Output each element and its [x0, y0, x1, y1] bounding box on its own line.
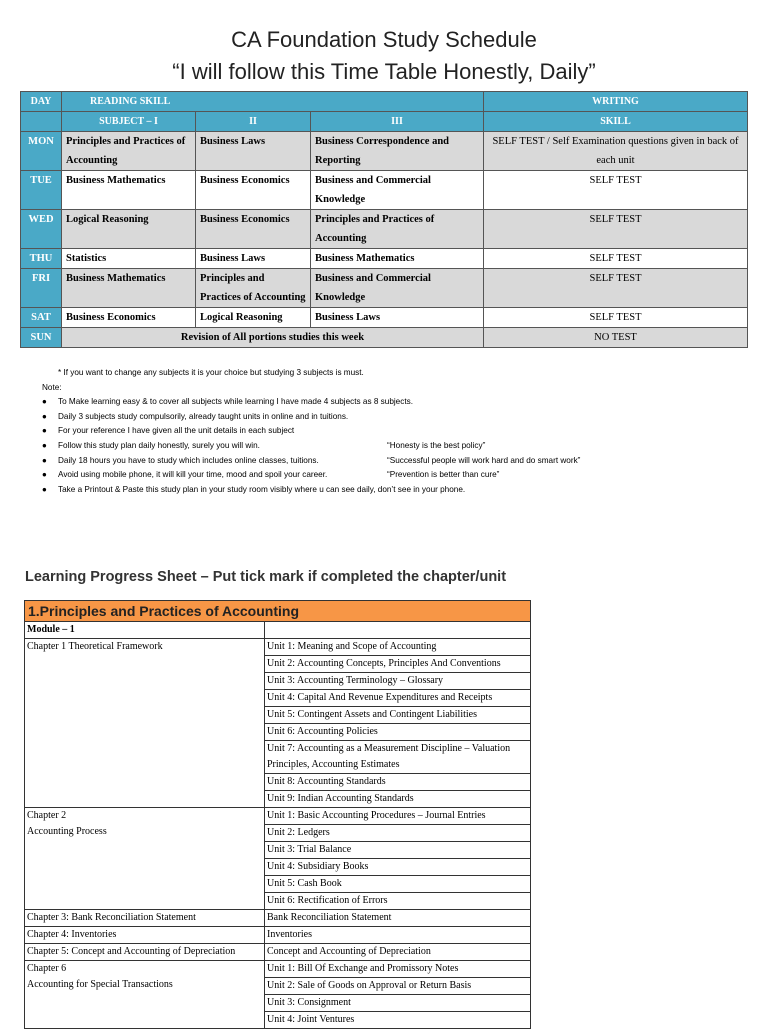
- unit-cell[interactable]: Inventories: [265, 927, 531, 944]
- writing-cell: SELF TEST: [484, 308, 748, 328]
- unit-cell[interactable]: Unit 6: Accounting Policies: [265, 724, 531, 741]
- note-quote: “Honesty is the best policy”: [387, 440, 486, 450]
- writing-cell: SELF TEST / Self Examination questions given in back of each unit: [484, 132, 748, 171]
- unit-cell[interactable]: Unit 4: Capital And Revenue Expenditures and Receipts: [265, 690, 531, 707]
- writing-cell: SELF TEST: [484, 171, 748, 210]
- subject-2-cell: Business Economics: [196, 171, 311, 210]
- chapter-cell: Chapter 3: Bank Reconciliation Statement: [25, 910, 265, 927]
- subject-1-cell: Business Mathematics: [62, 171, 196, 210]
- note-quote: “Successful people will work hard and do smart work”: [387, 455, 581, 465]
- subject-1-cell: Business Economics: [62, 308, 196, 328]
- unit-cell[interactable]: Unit 2: Accounting Concepts, Principles And Conventions: [265, 656, 531, 673]
- unit-cell[interactable]: Unit 3: Consignment: [265, 995, 531, 1012]
- day-cell: MON: [21, 132, 62, 171]
- unit-row: [25, 910, 531, 927]
- chapter-cell: Chapter 1 Theoretical Framework: [25, 639, 265, 808]
- subject-3-cell: Business Mathematics: [311, 249, 484, 269]
- unit-row: [25, 808, 531, 825]
- unit-cell[interactable]: Unit 9: Indian Accounting Standards: [265, 791, 531, 808]
- page-subtitle: “I will follow this Time Table Honestly, Daily”: [172, 59, 596, 84]
- notes-star-line: * If you want to change any subjects it is your choice but studying 3 subjects is must.: [58, 368, 364, 377]
- schedule-row-sun: [21, 328, 748, 348]
- schedule-header-row-2: [21, 112, 748, 132]
- note-item: ● Take a Printout & Paste this study plan in your study room visibly where u can see daily, don’t see in your phone.: [42, 484, 466, 494]
- subject-1-cell: Logical Reasoning: [62, 210, 196, 249]
- section-header-row: [25, 601, 531, 622]
- schedule-row-tue: [21, 171, 748, 210]
- day-cell: WED: [21, 210, 62, 249]
- header-reading-skill: READING SKILL: [62, 92, 484, 112]
- subject-3-cell: Business Laws: [311, 308, 484, 328]
- section-title: 1.Principles and Practices of Accounting: [25, 601, 531, 622]
- header-subject-3: III: [311, 112, 484, 132]
- subject-2-cell: Business Economics: [196, 210, 311, 249]
- note-item: ● Avoid using mobile phone, it will kill your time, mood and spoil your career. “Prevention is better than cure”: [42, 468, 742, 483]
- chapter-cell: [25, 961, 265, 1029]
- schedule-row-sat: [21, 308, 748, 328]
- day-cell: THU: [21, 249, 62, 269]
- unit-cell[interactable]: Unit 1: Meaning and Scope of Accounting: [265, 639, 531, 656]
- day-cell: TUE: [21, 171, 62, 210]
- chapter-name: Accounting Process: [27, 826, 107, 837]
- unit-row: [25, 961, 531, 978]
- subject-2-cell: Logical Reasoning: [196, 308, 311, 328]
- header-subject-1: SUBJECT – I: [62, 112, 196, 132]
- page-title: CA Foundation Study Schedule: [231, 27, 537, 52]
- unit-cell[interactable]: Unit 8: Accounting Standards: [265, 774, 531, 791]
- subject-1-cell: Statistics: [62, 249, 196, 269]
- unit-cell[interactable]: Unit 1: Bill Of Exchange and Promissory Notes: [265, 961, 531, 978]
- note-quote: “Prevention is better than cure”: [387, 470, 500, 480]
- note-item: ● Daily 3 subjects study compulsorily, already taught units in online and in tuitions.: [42, 411, 349, 421]
- notes-section: [42, 366, 742, 497]
- writing-cell: NO TEST: [484, 328, 748, 348]
- day-cell: FRI: [21, 269, 62, 308]
- subject-2-cell: Business Laws: [196, 132, 311, 171]
- writing-cell: SELF TEST: [484, 249, 748, 269]
- chapter-name: Accounting for Special Transactions: [27, 979, 173, 990]
- unit-cell[interactable]: Unit 4: Joint Ventures: [265, 1012, 531, 1029]
- writing-cell: SELF TEST: [484, 269, 748, 308]
- unit-row: [25, 639, 531, 656]
- day-cell: SAT: [21, 308, 62, 328]
- subject-3-cell: Business and Commercial Knowledge: [311, 171, 484, 210]
- chapter-cell: Chapter 4: Inventories: [25, 927, 265, 944]
- header-subject-2: II: [196, 112, 311, 132]
- module-row: [25, 622, 531, 639]
- day-cell: SUN: [21, 328, 62, 348]
- header-skill: SKILL: [484, 112, 748, 132]
- writing-cell: SELF TEST: [484, 210, 748, 249]
- schedule-row-wed: [21, 210, 748, 249]
- module-blank: [265, 622, 531, 639]
- schedule-table: [20, 91, 748, 348]
- subject-1-cell: Business Mathematics: [62, 269, 196, 308]
- subject-3-cell: Business Correspondence and Reporting: [311, 132, 484, 171]
- header-blank: [21, 112, 62, 132]
- unit-cell[interactable]: Unit 4: Subsidiary Books: [265, 859, 531, 876]
- unit-cell[interactable]: Bank Reconciliation Statement: [265, 910, 531, 927]
- note-item: ● To Make learning easy & to cover all subjects while learning I have made 4 subjects as 8 subjects.: [42, 397, 413, 407]
- unit-cell[interactable]: Concept and Accounting of Depreciation: [265, 944, 531, 961]
- unit-cell[interactable]: Unit 3: Trial Balance: [265, 842, 531, 859]
- revision-cell: Revision of All portions studies this week: [62, 328, 484, 348]
- module-label: Module – 1: [25, 622, 265, 639]
- chapter-number: Chapter 6: [27, 963, 67, 974]
- chapter-number: Chapter 2: [27, 810, 67, 821]
- note-item: ● For your reference I have given all the unit details in each subject: [42, 426, 295, 436]
- header-writing: WRITING: [484, 92, 748, 112]
- unit-cell[interactable]: Unit 7: Accounting as a Measurement Discipline – Valuation Principles, Accounting Estimates: [265, 741, 531, 774]
- subject-1-cell: Principles and Practices of Accounting: [62, 132, 196, 171]
- subject-3-cell: Business and Commercial Knowledge: [311, 269, 484, 308]
- unit-cell[interactable]: Unit 2: Ledgers: [265, 825, 531, 842]
- schedule-row-mon: [21, 132, 748, 171]
- unit-row: [25, 927, 531, 944]
- unit-row: [25, 944, 531, 961]
- subject-2-cell: Business Laws: [196, 249, 311, 269]
- note-item: ● Daily 18 hours you have to study which includes online classes, tuitions. “Successful people will work hard and do smart work”: [42, 454, 742, 469]
- schedule-row-fri: [21, 269, 748, 308]
- progress-table: [24, 600, 531, 1029]
- notes-label: Note:: [42, 382, 62, 392]
- progress-sheet-title: Learning Progress Sheet – Put tick mark if completed the chapter/unit: [25, 569, 507, 585]
- unit-cell[interactable]: Unit 5: Cash Book: [265, 876, 531, 893]
- unit-cell[interactable]: Unit 2: Sale of Goods on Approval or Return Basis: [265, 978, 531, 995]
- unit-cell[interactable]: Unit 3: Accounting Terminology – Glossary: [265, 673, 531, 690]
- notes-list: [42, 395, 742, 497]
- unit-cell[interactable]: Unit 5: Contingent Assets and Contingent Liabilities: [265, 707, 531, 724]
- unit-cell[interactable]: Unit 6: Rectification of Errors: [265, 893, 531, 910]
- schedule-row-thu: [21, 249, 748, 269]
- header-day: DAY: [21, 92, 62, 112]
- unit-cell[interactable]: Unit 1: Basic Accounting Procedures – Journal Entries: [265, 808, 531, 825]
- schedule-header-row-1: [21, 92, 748, 112]
- subject-2-cell: Principles and Practices of Accounting: [196, 269, 311, 308]
- note-item: ● Follow this study plan daily honestly, surely you will win. “Honesty is the best policy”: [42, 439, 742, 454]
- subject-3-cell: Principles and Practices of Accounting: [311, 210, 484, 249]
- chapter-cell: [25, 808, 265, 910]
- chapter-cell: Chapter 5: Concept and Accounting of Depreciation: [25, 944, 265, 961]
